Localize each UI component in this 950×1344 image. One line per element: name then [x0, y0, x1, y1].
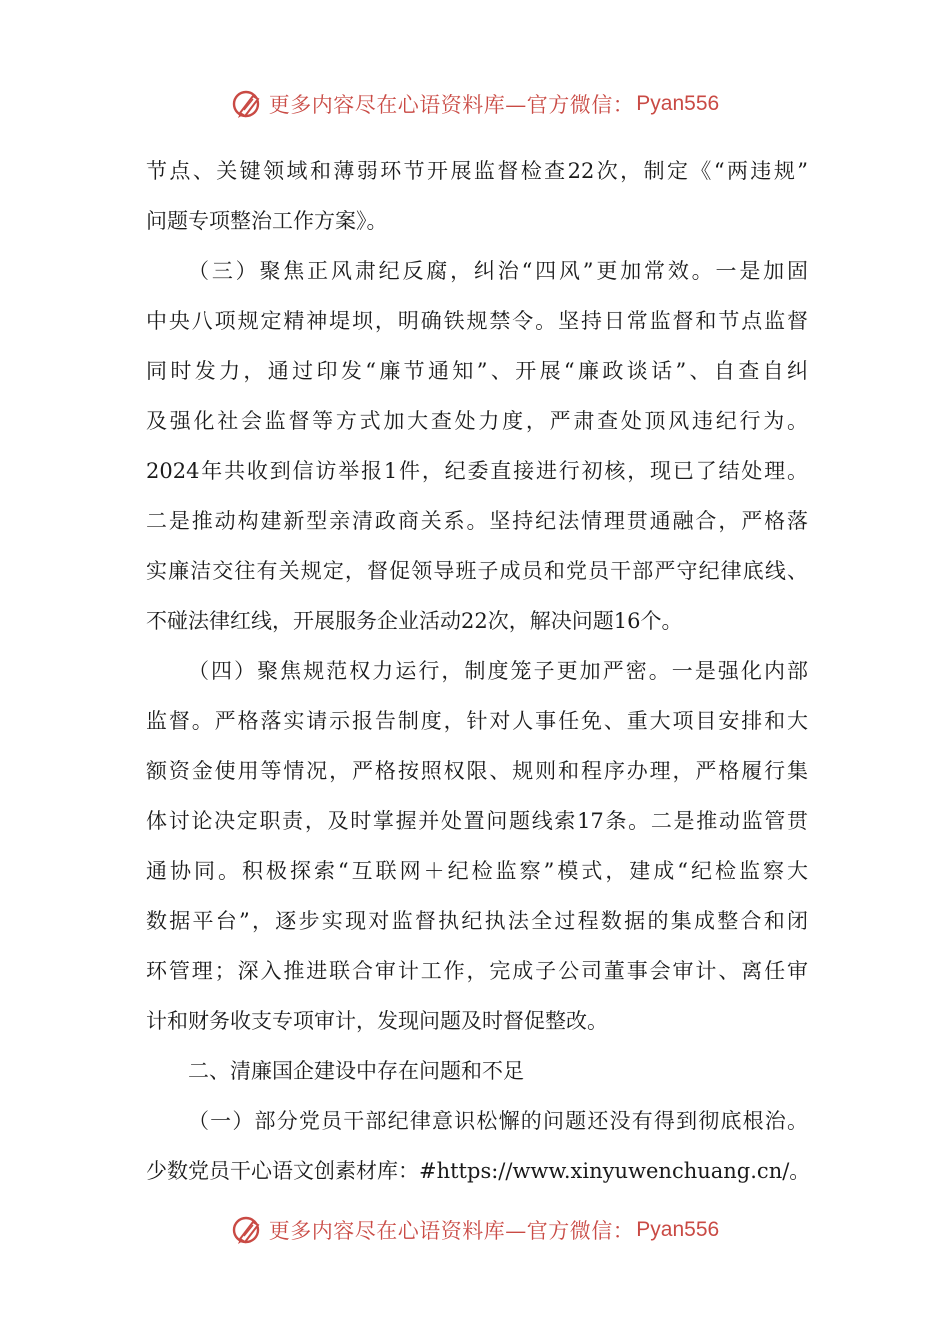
banner-text: 更多内容尽在心语资料库—官方微信：: [268, 1219, 635, 1243]
text-line: 中央八项规定精神堤坝，明确铁规禁令。坚持日常监督和节点监督: [146, 309, 808, 333]
text-line: 问题专项整治工作方案》。: [146, 209, 388, 233]
header-watermark-banner: [0, 84, 950, 124]
section-heading-2: 二、清廉国企建设中存在问题和不足: [188, 1059, 524, 1083]
text-line: 环管理；深入推进联合审计工作，完成子公司董事会审计、离任审: [146, 959, 808, 983]
text-line: 数据平台”，逐步实现对监督执纪执法全过程数据的集成整合和闭: [146, 909, 808, 933]
text-line: 同时发力，通过印发“廉节通知”、开展“廉政谈话”、自查自纠: [146, 359, 808, 383]
text-line: 不碰法律红线，开展服务企业活动22次，解决问题16个。: [146, 609, 683, 633]
text-line: 计和财务收支专项审计，发现问题及时督促整改。: [146, 1009, 608, 1033]
text-line: 少数党员干心语文创素材库：#https://www.xinyuwenchuang.cn/。: [146, 1159, 811, 1183]
pen-nib-logo-icon: [231, 1213, 265, 1247]
text-line: 额资金使用等情况，严格按照权限、规则和程序办理，严格履行集: [146, 759, 808, 783]
paragraph-heading-3: （三）聚焦正风肃纪反腐，纠治“四风”更加常效。一是加固: [188, 259, 808, 283]
paragraph-heading-4: （四）聚焦规范权力运行，制度笼子更加严密。一是强化内部: [188, 659, 808, 683]
wechat-id: Pyan556: [636, 92, 720, 115]
text-line: 二是推动构建新型亲清政商关系。坚持纪法情理贯通融合，严格落: [146, 509, 808, 533]
paragraph-heading-1: （一）部分党员干部纪律意识松懈的问题还没有得到彻底根治。: [188, 1109, 808, 1133]
text-line: 及强化社会监督等方式加大查处力度，严肃查处顶风违纪行为。: [146, 409, 808, 433]
text-line: 节点、关键领域和薄弱环节开展监督检查22次，制定《“两违规”: [146, 159, 808, 183]
banner-text: 更多内容尽在心语资料库—官方微信：: [268, 93, 635, 117]
footer-watermark-banner: [0, 1210, 950, 1250]
document-body: [146, 146, 811, 1196]
text-line: 监督。严格落实请示报告制度，针对人事任免、重大项目安排和大: [146, 709, 808, 733]
text-line: 体讨论决定职责，及时掌握并处置问题线索17条。二是推动监管贯: [146, 809, 808, 833]
text-line: 实廉洁交往有关规定，督促领导班子成员和党员干部严守纪律底线、: [146, 559, 808, 583]
text-line: 2024年共收到信访举报1件，纪委直接进行初核，现已了结处理。: [146, 459, 808, 483]
wechat-id: Pyan556: [636, 1218, 720, 1241]
text-line: 通协同。积极探索“互联网＋纪检监察”模式，建成“纪检监察大: [146, 859, 808, 883]
pen-nib-logo-icon: [231, 87, 265, 121]
